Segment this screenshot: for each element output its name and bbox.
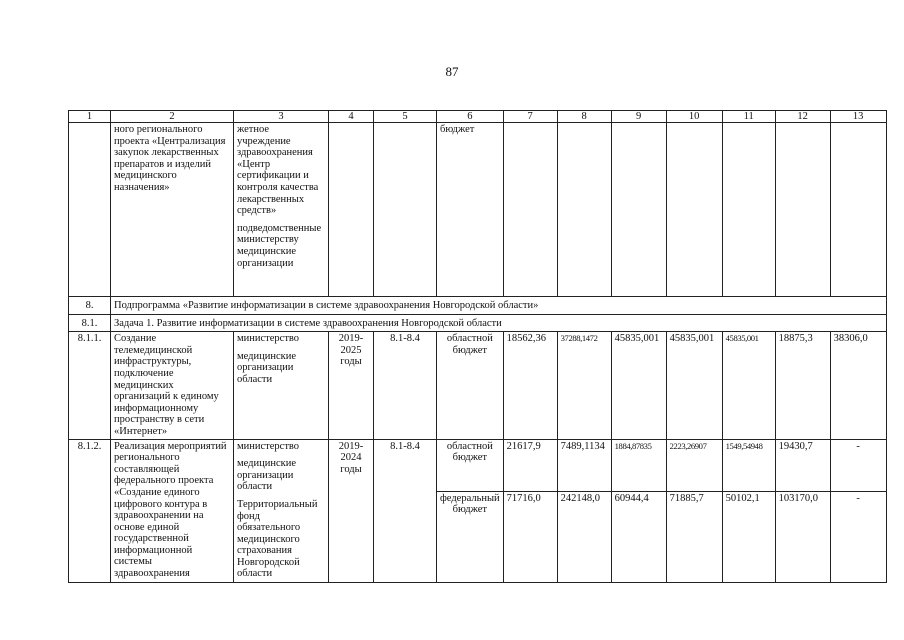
cell-empty	[611, 123, 666, 297]
value-2025: -	[830, 491, 886, 582]
cell-empty	[329, 123, 374, 297]
col-header: 2	[111, 111, 234, 123]
value-2021: 45835,001	[611, 332, 666, 439]
executors	[234, 439, 329, 582]
executor-text: подведомственные министерству медицинские организации	[237, 222, 322, 269]
cell-empty	[775, 123, 830, 297]
executor-text: Территориальный фонд обязательного медицинского страхования Новгородской области	[237, 498, 318, 580]
col-header: 10	[666, 111, 722, 123]
cell-empty	[503, 123, 557, 297]
value-2019: 18562,36	[503, 332, 557, 439]
executor-text: жетное учреждение здравоохранения «Центр сертификации и контроля качества лекарственных средств»	[237, 124, 319, 217]
col-header: 13	[830, 111, 886, 123]
funding-source: бюджет	[437, 123, 504, 297]
subprogram-row	[69, 297, 887, 315]
subprogram-title: Подпрограмма «Развитие информатизации в системе здравоохранения Новгородской области»	[111, 297, 887, 315]
cell-empty	[722, 123, 775, 297]
col-header: 5	[374, 111, 437, 123]
task-title: Задача 1. Развитие информатизации в системе здравоохранения Новгородской области	[111, 314, 887, 332]
row-number: 8.1.2.	[69, 439, 111, 582]
value-2021: 60944,4	[611, 491, 666, 582]
value-2022: 2223,26907	[666, 439, 722, 491]
executor-text: министерство	[237, 333, 300, 345]
value-2025: -	[830, 439, 886, 491]
cell-empty	[69, 123, 111, 297]
program-table	[68, 110, 887, 583]
cell-empty	[557, 123, 611, 297]
executors	[234, 332, 329, 439]
value-2020: 7489,1134	[557, 439, 611, 491]
value-2023: 50102,1	[722, 491, 775, 582]
col-header: 3	[234, 111, 329, 123]
measure-name: ного регионального проекта «Централизация закупок лекарственных препаратов и изделий медицинского назначения»	[111, 123, 234, 297]
period: 2019-2025 годы	[329, 332, 374, 439]
period: 2019-2024 годы	[329, 439, 374, 582]
value-2025: 38306,0	[830, 332, 886, 439]
header-row	[69, 111, 887, 123]
table-row	[69, 332, 887, 439]
table-row	[69, 123, 887, 297]
value-2020: 37288,1472	[557, 332, 611, 439]
funding-source: федеральный бюджет	[437, 491, 504, 582]
value-2020: 242148,0	[557, 491, 611, 582]
table-row	[69, 439, 887, 491]
funding-source: областной бюджет	[437, 439, 504, 491]
value-2023: 1549,54948	[722, 439, 775, 491]
value-2024: 103170,0	[775, 491, 830, 582]
col-header: 4	[329, 111, 374, 123]
value-2022: 71885,7	[666, 491, 722, 582]
cell-empty	[830, 123, 886, 297]
col-header: 12	[775, 111, 830, 123]
col-header: 8	[557, 111, 611, 123]
cell-empty	[374, 123, 437, 297]
executors	[234, 123, 329, 297]
col-header: 9	[611, 111, 666, 123]
col-header: 7	[503, 111, 557, 123]
measure-name: Реализация мероприятий регионального составляющей федерального проекта «Создание единого цифрового контура в здравоохранении на основе единой государственной информационной системы здравоохранения	[111, 439, 234, 582]
executor-text: министерство	[237, 440, 300, 452]
executor-text: медицинские организации области	[237, 350, 297, 385]
target-indicators: 8.1-8.4	[374, 332, 437, 439]
col-header: 11	[722, 111, 775, 123]
value-2022: 45835,001	[666, 332, 722, 439]
value-2023: 45835,001	[722, 332, 775, 439]
col-header: 6	[437, 111, 504, 123]
measure-name: Создание телемедицинской инфраструктуры, подключение медицинских организаций к единому информационному пространству в сети «Интернет»	[111, 332, 234, 439]
section-number: 8.	[69, 297, 111, 315]
task-number: 8.1.	[69, 314, 111, 332]
value-2024: 19430,7	[775, 439, 830, 491]
funding-source: областной бюджет	[437, 332, 504, 439]
target-indicators: 8.1-8.4	[374, 439, 437, 582]
col-header: 1	[69, 111, 111, 123]
page-number: 87	[445, 64, 459, 79]
value-2019: 21617,9	[503, 439, 557, 491]
value-2019: 71716,0	[503, 491, 557, 582]
value-2024: 18875,3	[775, 332, 830, 439]
task-row	[69, 314, 887, 332]
row-number: 8.1.1.	[69, 332, 111, 439]
cell-empty	[666, 123, 722, 297]
executor-text: медицинские организации области	[237, 458, 297, 493]
value-2021: 1884,87835	[611, 439, 666, 491]
